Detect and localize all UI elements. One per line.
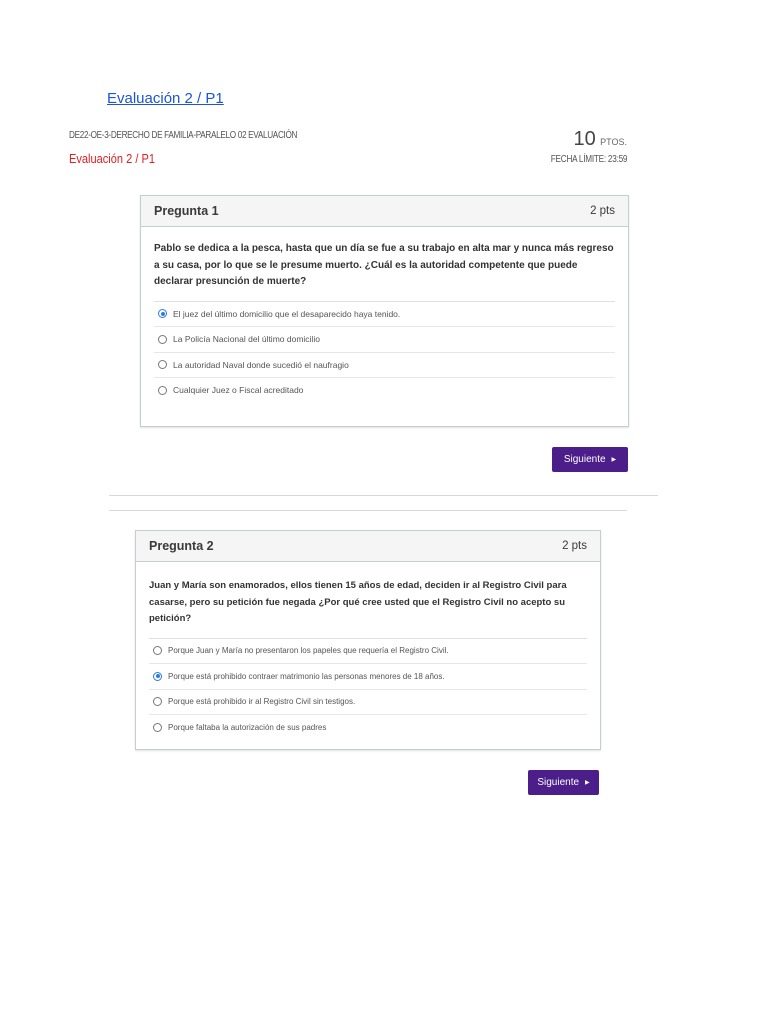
next-button-label: Siguiente (537, 777, 580, 788)
deadline: FECHA LÍMITE: 23:59 (550, 154, 627, 165)
question-points: 2 pts (590, 205, 615, 217)
answer-label: Porque está prohibido ir al Registro Civil sin testigos. (168, 697, 356, 707)
document-title-link[interactable]: Evaluación 2 / P1 (107, 90, 224, 107)
next-button[interactable] (528, 770, 599, 795)
radio-icon[interactable] (153, 646, 162, 655)
answer-list (154, 301, 615, 403)
answer-label: Porque Juan y María no presentaron los papeles que requería el Registro Civil. (168, 646, 449, 656)
answer-option[interactable] (149, 664, 587, 690)
answer-option[interactable] (149, 715, 587, 740)
radio-selected-icon[interactable] (158, 309, 167, 318)
question-body (136, 562, 600, 750)
radio-selected-icon[interactable] (153, 672, 162, 681)
answer-option[interactable] (154, 327, 615, 353)
question-header (136, 531, 600, 562)
question-header (141, 196, 628, 227)
points-total (573, 128, 627, 151)
next-button[interactable] (552, 447, 628, 472)
answer-option[interactable] (154, 302, 615, 328)
answer-label: Cualquier Juez o Fiscal acreditado (173, 385, 304, 396)
points-total-value: 10 (573, 128, 596, 150)
answer-option[interactable] (149, 639, 587, 665)
question-card-2 (135, 530, 601, 750)
page-divider (109, 510, 627, 511)
next-button-label: Siguiente (563, 454, 606, 465)
points-total-unit: PTOS. (600, 137, 627, 147)
answer-label: Porque está prohibido contraer matrimonio las personas menores de 18 años. (168, 671, 445, 681)
question-text: Pablo se dedica a la pesca, hasta que un día se fue a su trabajo en alta mar y nunca más regreso a su casa, por lo que se le presume muerto. ¿Cuál es la autoridad competente que puede declarar presunción de muerte? (154, 243, 614, 287)
radio-icon[interactable] (158, 360, 167, 369)
radio-icon[interactable] (158, 386, 167, 395)
answer-label: Porque faltaba la autorización de sus padres (168, 722, 327, 732)
answer-label: La autoridad Naval donde sucedió el naufragio (173, 359, 349, 370)
course-code: DE22-OE-3-DERECHO DE FAMILIA-PARALELO 02 EVALUACIÓN (69, 130, 298, 141)
question-points: 2 pts (562, 540, 587, 552)
answer-label: La Policía Nacional del último domicilio (173, 334, 320, 345)
question-title: Pregunta 1 (154, 204, 219, 218)
radio-icon[interactable] (158, 335, 167, 344)
question-text: Juan y María son enamorados, ellos tienen 15 años de edad, deciden ir al Registro Civil para casarse, pero su petición fue negada ¿Por qué cree usted que el Registro Civil no acepto su petición? (149, 580, 567, 624)
answer-option[interactable] (149, 690, 587, 716)
radio-icon[interactable] (153, 697, 162, 706)
answer-list (149, 638, 587, 740)
radio-icon[interactable] (153, 723, 162, 732)
caret-right-icon: ▶ (585, 780, 590, 786)
answer-option[interactable] (154, 378, 615, 403)
answer-option[interactable] (154, 353, 615, 379)
caret-right-icon: ▶ (611, 457, 617, 463)
question-title: Pregunta 2 (149, 539, 214, 553)
question-card-1 (140, 195, 629, 427)
answer-label: El juez del último domicilio que el desaparecido haya tenido. (173, 308, 401, 319)
question-body (141, 227, 628, 413)
page-divider (109, 495, 658, 496)
quiz-title: Evaluación 2 / P1 (69, 151, 156, 166)
